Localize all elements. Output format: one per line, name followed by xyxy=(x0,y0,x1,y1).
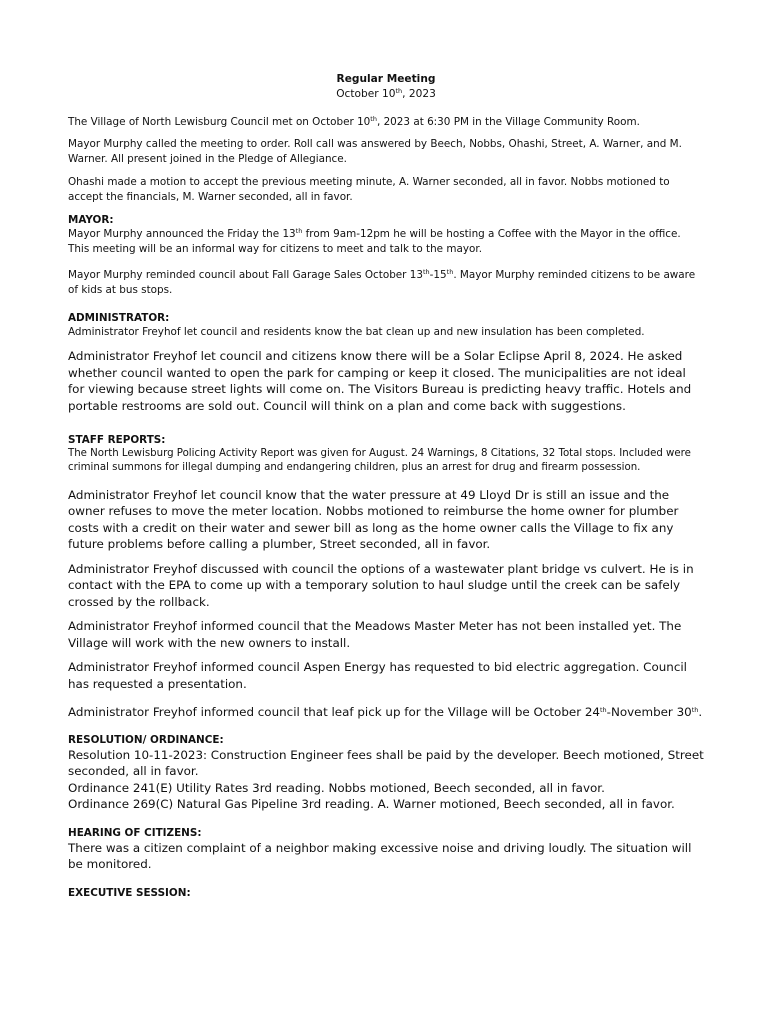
mayor-garage-sales-paragraph xyxy=(68,268,704,298)
citizen-complaint-paragraph: There was a citizen complaint of a neighbor making excessive noise and driving loudly. The situation will be monitored. xyxy=(68,840,692,872)
water-pressure-paragraph: Administrator Freyhof let council know that the water pressure at 49 Lloyd Dr is still an issue and the owner refuses to move the meter location. Nobbs motioned to reimburse the home owner for plumber costs with a credit on their water and sewer bill as long as the home owner calls the Village to fix any future problems before calling a plumber, Street seconded, all in favor. xyxy=(68,487,679,552)
leaf-suffix-2: th xyxy=(691,706,699,715)
administrator-eclipse-paragraph: Administrator Freyhof let council and citizens know there will be a Solar Eclipse April 8, 2024. He asked whether council wanted to open the park for camping or keep it closed. The municipalities are not ideal for viewing because street lights will come on. The Visitors Bureau is predicting heavy traffic. Hotels and portable restrooms are sold out. Council will think on a plan and come back with suggestions. xyxy=(68,349,692,413)
mayor-coffee-paragraph xyxy=(68,227,704,257)
mayor-p1-text-end: from 9am-12pm he will be hosting a Coffee with the Mayor in the office. This meeting will be an informal way for citizens to meet and talk to the mayor. xyxy=(68,228,681,255)
leaf-suffix-1: th xyxy=(600,706,607,715)
ordinance-241-line: Ordinance 241(E) Utility Rates 3rd reading. Nobbs motioned, Beech seconded, all in favor. xyxy=(68,780,605,795)
ordinance-269-line: Ordinance 269(C) Natural Gas Pipeline 3rd reading. A. Warner motioned, Beech seconded, all in favor. xyxy=(68,797,675,812)
mayor-p2-suffix-1: th xyxy=(422,268,430,276)
resolution-line: Resolution 10-11-2023: Construction Engineer fees shall be paid by the developer. Beech motioned, Street seconded, all in favor. xyxy=(68,747,704,779)
resolution-heading: RESOLUTION/ ORDINANCE: xyxy=(68,733,224,746)
mayor-p1-text: Mayor Murphy announced the Friday the 13 xyxy=(68,228,296,240)
policing-report-paragraph: The North Lewisburg Policing Activity Report was given for August. 24 Warnings, 8 Citations, 32 Total stops. Included were criminal summons for illegal dumping and endangering children, plus an arrest for drug and firearm possession. xyxy=(68,448,691,474)
wastewater-bridge-paragraph: Administrator Freyhof discussed with council the options of a wastewater plant bridge vs culvert. He is in contact with the EPA to come up with a temporary solution to haul sludge until the creek can be safely crossed by the rollback. xyxy=(68,561,694,609)
hearing-heading: HEARING OF CITIZENS: xyxy=(68,826,202,839)
intro-text: The Village of North Lewisburg Council met on October 10 xyxy=(68,116,371,128)
date-text: October 10 xyxy=(336,88,396,100)
master-meter-paragraph: Administrator Freyhof informed council that the Meadows Master Meter has not been installed yet. The Village will work with the new owners to install. xyxy=(68,619,682,650)
leaf-text: Administrator Freyhof informed council that leaf pick up for the Village will be October 24 xyxy=(68,705,600,720)
leaf-pickup-paragraph xyxy=(68,704,704,721)
minutes-approval-paragraph: Ohashi made a motion to accept the previous meeting minute, A. Warner seconded, all in favor. Nobbs motioned to accept the financials, M. Warner seconded, all in favor. xyxy=(68,176,670,203)
meeting-date xyxy=(68,87,704,102)
staff-reports-heading: STAFF REPORTS: xyxy=(68,434,166,446)
intro-text-end: , 2023 at 6:30 PM in the Village Community Room. xyxy=(376,116,640,128)
mayor-p2-text: Mayor Murphy reminded council about Fall Garage Sales October 13 xyxy=(68,269,423,281)
executive-session-heading: EXECUTIVE SESSION: xyxy=(68,886,191,899)
intro-paragraph xyxy=(68,115,704,130)
mayor-p2-range: -15 xyxy=(429,269,447,281)
intro-suffix: th xyxy=(370,115,377,123)
document-title: Regular Meeting xyxy=(336,73,436,85)
mayor-heading: MAYOR: xyxy=(68,214,114,226)
leaf-text-end: . xyxy=(698,705,703,720)
administrator-heading: ADMINISTRATOR: xyxy=(68,312,170,324)
date-year: , 2023 xyxy=(402,88,436,100)
leaf-range: -November 30 xyxy=(606,705,692,720)
roll-call-paragraph: Mayor Murphy called the meeting to order. Roll call was answered by Beech, Nobbs, Ohashi, Street, A. Warner, and M. Warner. All present joined in the Pledge of Allegiance. xyxy=(68,138,682,165)
administrator-bat-paragraph: Administrator Freyhof let council and residents know the bat clean up and new insulation has been completed. xyxy=(68,326,645,338)
mayor-p2-suffix-2: th xyxy=(446,268,454,276)
minutes-page xyxy=(68,72,704,900)
electric-aggregation-paragraph: Administrator Freyhof informed council Aspen Energy has requested to bid electric aggregation. Council has requested a presentation. xyxy=(68,660,687,691)
date-suffix: th xyxy=(395,87,403,95)
mayor-p1-suffix: th xyxy=(295,227,303,235)
mayor-p2-text-end: . Mayor Murphy reminded citizens to be aware of kids at bus stops. xyxy=(68,269,696,296)
